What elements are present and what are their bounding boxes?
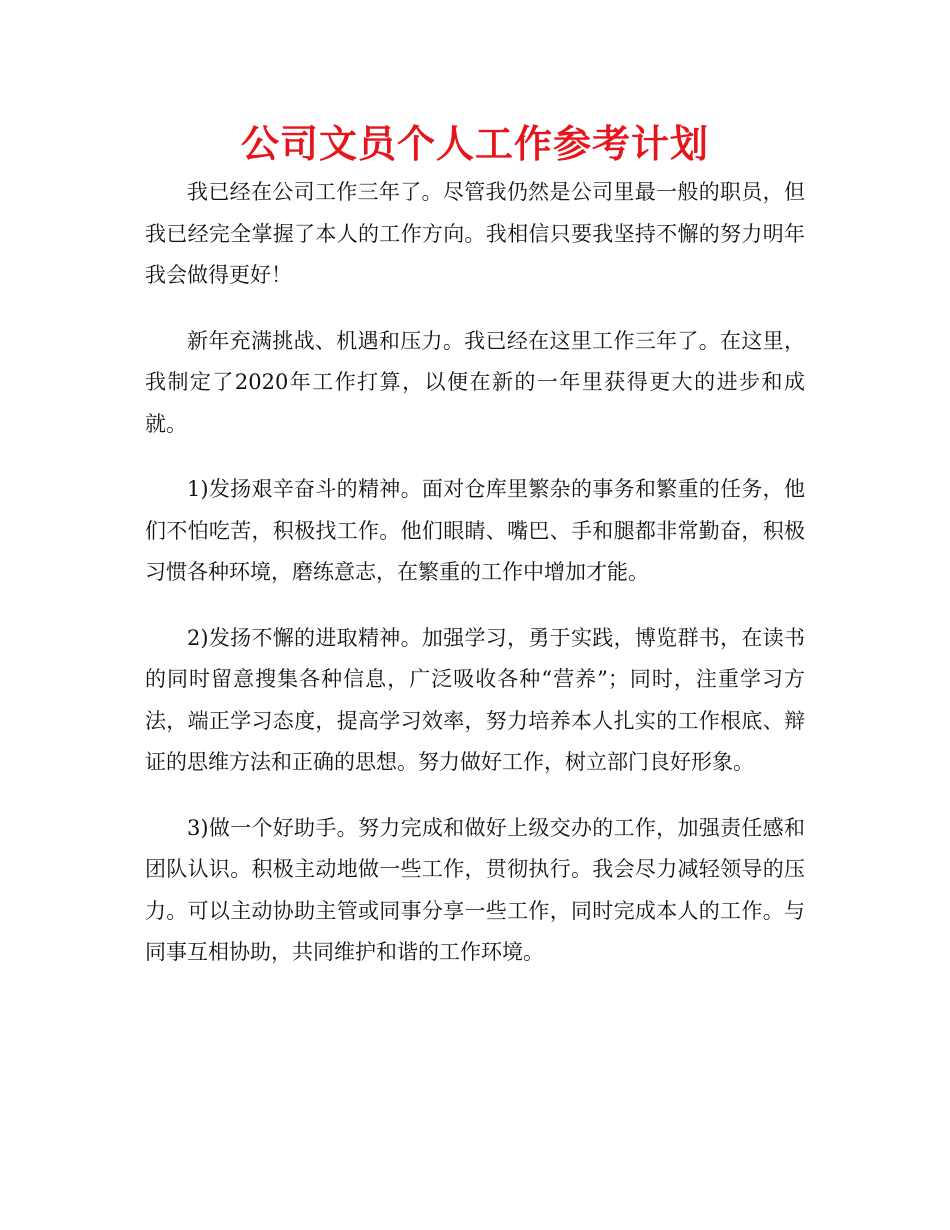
document-body: [145, 172, 805, 998]
paragraph-point-3: 3)做一个好助手。努力完成和做好上级交办的工作，加强责任感和团队认识。积极主动地做一些工作，贯彻执行。我会尽力减轻领导的压力。可以主动协助主管或同事分享一些工作，同时完成本人的工作。与同事互相协助，共同维护和谐的工作环境。: [145, 815, 805, 964]
paragraph-point-1: 1)发扬艰辛奋斗的精神。面对仓库里繁杂的事务和繁重的任务，他们不怕吃苦，积极找工作。他们眼睛、嘴巴、手和腿都非常勤奋，积极习惯各种环境，磨练意志，在繁重的工作中增加才能。: [145, 477, 805, 584]
paragraph-new-year-plan: 新年充满挑战、机遇和压力。我已经在这里工作三年了。在这里，我制定了2020年工作打算，以便在新的一年里获得更大的进步和成就。: [145, 328, 805, 436]
document-title: 公司文员个人工作参考计划: [240, 122, 709, 166]
paragraph-intro: 我已经在公司工作三年了。尽管我仍然是公司里最一般的职员，但我已经完全掌握了本人的工作方向。我相信只要我坚持不懈的努力明年我会做得更好！: [145, 180, 805, 287]
paragraph-point-2: 2)发扬不懈的进取精神。加强学习，勇于实践，博览群书，在读书的同时留意搜集各种信息，广泛吸收各种“营养”；同时，注重学习方法，端正学习态度，提高学习效率，努力培养本人扎实的工作根底、辩证的思维方法和正确的思想。努力做好工作，树立部门良好形象。: [145, 625, 805, 774]
